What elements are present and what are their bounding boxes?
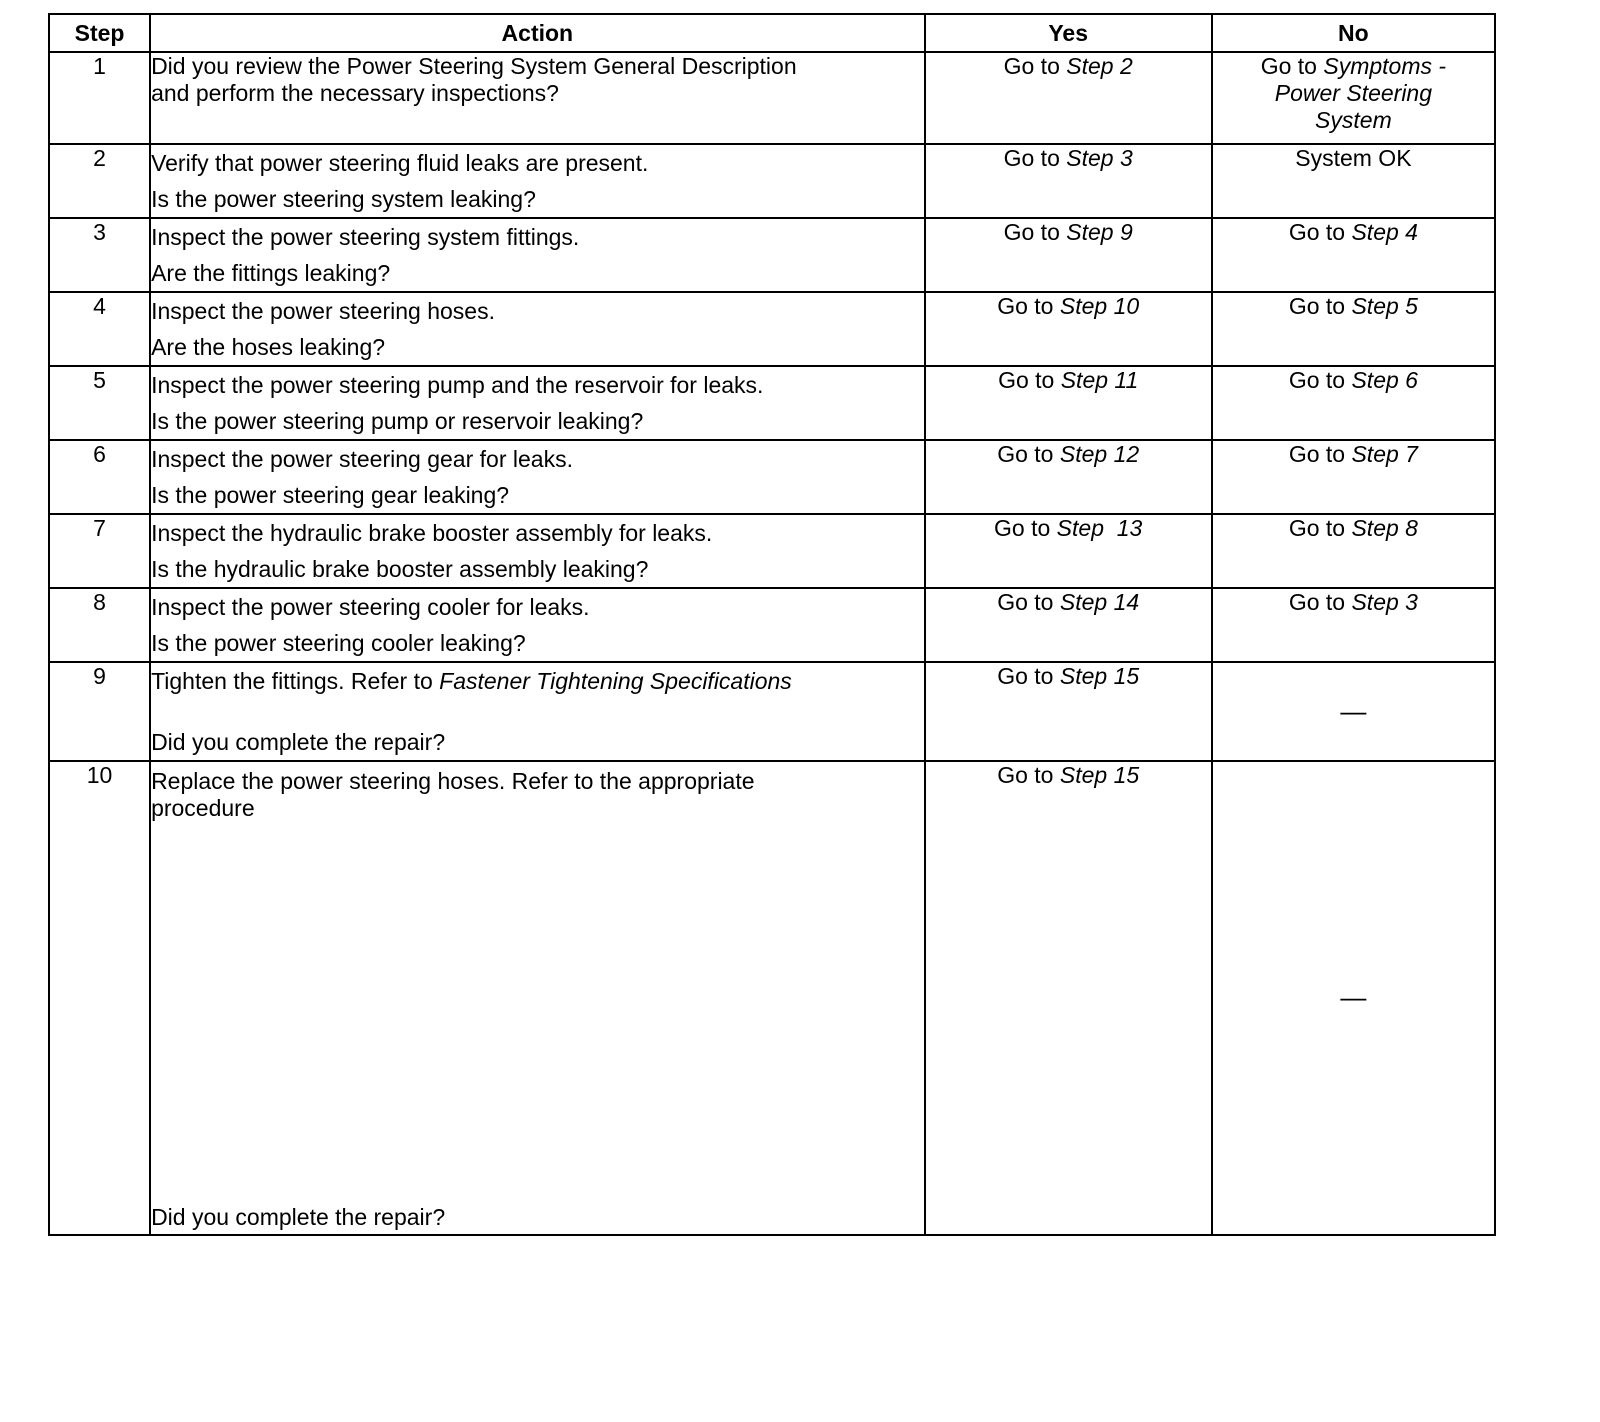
action-text: Did you review the Power Steering System General Description: [151, 53, 797, 79]
yes-prefix: Go to: [1003, 145, 1067, 171]
action-cell: [150, 218, 925, 292]
yes-cell: [925, 144, 1212, 218]
step-number: 2: [49, 144, 150, 218]
header-action: Action: [150, 14, 925, 52]
step-number: 3: [49, 218, 150, 292]
action-question: Are the fittings leaking?: [151, 260, 391, 286]
no-cell: [1212, 662, 1495, 761]
yes-cell: [925, 662, 1212, 761]
yes-step-link[interactable]: Step 15: [1059, 663, 1140, 689]
no-step-link[interactable]: Step 3: [1351, 589, 1418, 615]
no-cell: [1212, 218, 1495, 292]
no-cell: [1212, 52, 1495, 144]
action-cell: [150, 52, 925, 144]
yes-step-link[interactable]: Step 15: [1059, 762, 1140, 788]
yes-prefix: Go to: [998, 367, 1061, 393]
action-instruction: Inspect the power steering system fittings.: [151, 224, 580, 250]
action-question: Is the power steering system leaking?: [151, 186, 536, 212]
table-row: [49, 440, 1495, 514]
yes-prefix: Go to: [997, 293, 1060, 319]
yes-cell: [925, 366, 1212, 440]
header-yes: Yes: [925, 14, 1212, 52]
no-cell: [1212, 366, 1495, 440]
table-row: [49, 761, 1495, 1235]
header-step: Step: [49, 14, 150, 52]
action-instruction: Inspect the power steering gear for leaks.: [151, 446, 573, 472]
no-dash: —: [1340, 982, 1367, 1012]
yes-prefix: Go to: [997, 663, 1060, 689]
yes-step-link[interactable]: Step 10: [1059, 293, 1140, 319]
no-prefix: Go to: [1288, 293, 1352, 319]
table-row: [49, 588, 1495, 662]
yes-cell: [925, 588, 1212, 662]
action-instruction: Verify that power steering fluid leaks are present.: [151, 150, 649, 176]
no-cell: [1212, 761, 1495, 1235]
yes-step-link[interactable]: Step 2: [1066, 53, 1133, 79]
action-question: Are the hoses leaking?: [151, 334, 386, 360]
no-dash: —: [1340, 695, 1367, 726]
table-header-row: [49, 14, 1495, 52]
no-cell: [1212, 292, 1495, 366]
action-cell: [150, 514, 925, 588]
step-number: 8: [49, 588, 150, 662]
yes-cell: [925, 514, 1212, 588]
action-instruction: Inspect the power steering cooler for leaks.: [151, 594, 590, 620]
action-instruction-text: Tighten the fittings. Refer to: [151, 668, 440, 694]
table-row: [49, 292, 1495, 366]
yes-prefix: Go to: [997, 762, 1060, 788]
no-step-link[interactable]: Step 6: [1351, 367, 1418, 393]
no-prefix: Go to: [1288, 441, 1352, 467]
no-cell: [1212, 144, 1495, 218]
no-step-link[interactable]: Step 4: [1351, 219, 1418, 245]
no-prefix: Go to: [1260, 53, 1324, 79]
yes-cell: [925, 440, 1212, 514]
diagnostic-table: [48, 13, 1496, 1236]
no-step-link[interactable]: Step 8: [1351, 515, 1418, 541]
action-instruction: Inspect the power steering pump and the reservoir for leaks.: [151, 372, 764, 398]
no-symptoms-link-cont[interactable]: System: [1315, 107, 1392, 133]
step-number: 7: [49, 514, 150, 588]
action-cell: [150, 144, 925, 218]
yes-step-link[interactable]: Step 13: [1056, 515, 1143, 541]
table-row: [49, 144, 1495, 218]
table-row: [49, 52, 1495, 144]
action-cell: [150, 366, 925, 440]
table-row: [49, 514, 1495, 588]
no-cell: [1212, 514, 1495, 588]
action-instruction: Inspect the hydraulic brake booster assembly for leaks.: [151, 520, 713, 546]
action-instruction: Inspect the power steering hoses.: [151, 298, 495, 324]
no-result: System OK: [1295, 145, 1412, 171]
step-number: 5: [49, 366, 150, 440]
no-cell: [1212, 588, 1495, 662]
yes-step-link[interactable]: Step 9: [1066, 219, 1133, 245]
yes-cell: [925, 292, 1212, 366]
no-cell: [1212, 440, 1495, 514]
fastener-spec-link[interactable]: Fastener Tightening Specifications: [439, 668, 792, 694]
yes-step-link[interactable]: Step 3: [1066, 145, 1133, 171]
yes-cell: [925, 218, 1212, 292]
yes-prefix: Go to: [994, 515, 1057, 541]
action-cell: [150, 662, 925, 761]
action-cell: [150, 292, 925, 366]
no-symptoms-link[interactable]: Symptoms -: [1323, 53, 1447, 79]
table-row: [49, 662, 1495, 761]
no-prefix: Go to: [1288, 589, 1352, 615]
yes-step-link[interactable]: Step 12: [1059, 441, 1140, 467]
action-instruction: Replace the power steering hoses. Refer to the appropriate: [151, 768, 755, 794]
action-question: Is the power steering cooler leaking?: [151, 630, 526, 656]
action-question: Is the hydraulic brake booster assembly leaking?: [151, 556, 649, 582]
table-row: [49, 366, 1495, 440]
action-question: Is the power steering gear leaking?: [151, 482, 510, 508]
no-prefix: Go to: [1288, 367, 1352, 393]
yes-cell: [925, 52, 1212, 144]
action-cell: [150, 588, 925, 662]
yes-prefix: Go to: [1003, 53, 1067, 79]
yes-step-link[interactable]: Step 14: [1059, 589, 1140, 615]
no-prefix: Go to: [1288, 515, 1352, 541]
yes-cell: [925, 761, 1212, 1235]
action-question: Is the power steering pump or reservoir leaking?: [151, 408, 644, 434]
action-cell: [150, 761, 925, 1235]
yes-prefix: Go to: [997, 441, 1060, 467]
no-symptoms-link-cont[interactable]: Power Steering: [1274, 80, 1433, 106]
step-number: 10: [49, 761, 150, 1235]
no-step-link[interactable]: Step 7: [1351, 441, 1418, 467]
step-number: 1: [49, 52, 150, 144]
action-text: and perform the necessary inspections?: [151, 80, 559, 106]
step-number: 9: [49, 662, 150, 761]
yes-step-link[interactable]: Step 11: [1060, 367, 1139, 393]
step-number: 6: [49, 440, 150, 514]
header-no: No: [1212, 14, 1495, 52]
no-prefix: Go to: [1288, 219, 1352, 245]
action-instruction: [151, 668, 924, 695]
yes-prefix: Go to: [1003, 219, 1067, 245]
action-cell: [150, 440, 925, 514]
no-step-link[interactable]: Step 5: [1351, 293, 1418, 319]
step-number: 4: [49, 292, 150, 366]
action-instruction: procedure: [151, 795, 255, 821]
action-question: Did you complete the repair?: [151, 729, 446, 755]
action-question: Did you complete the repair?: [151, 1204, 446, 1230]
table-row: [49, 218, 1495, 292]
yes-prefix: Go to: [997, 589, 1060, 615]
